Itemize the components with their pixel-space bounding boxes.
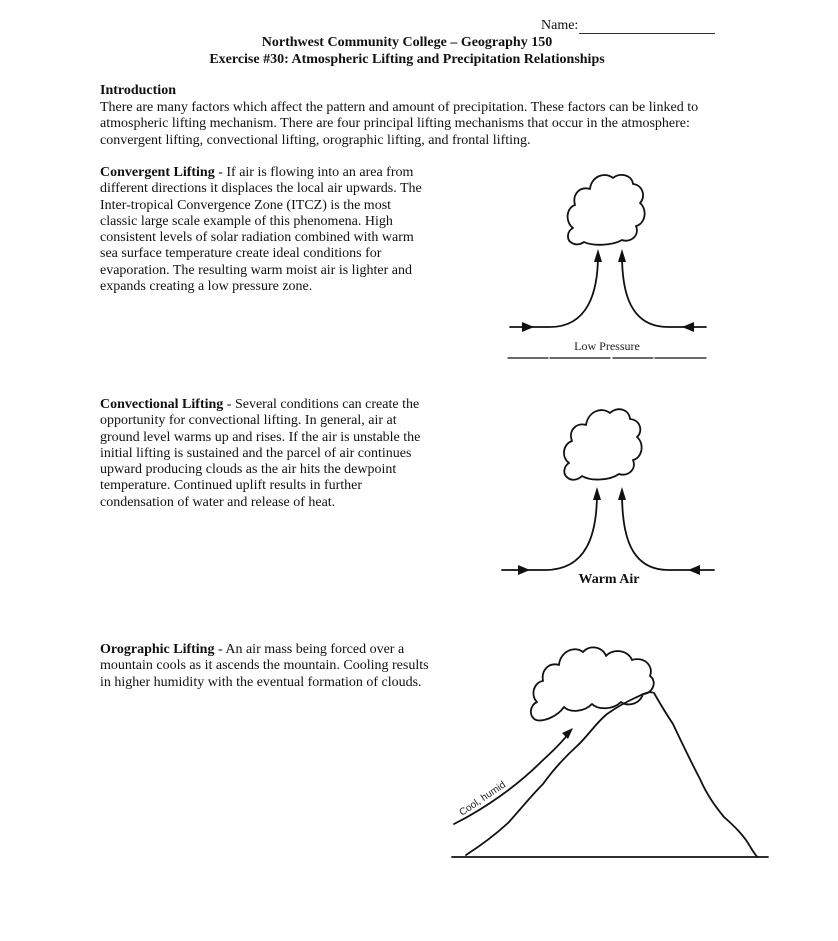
convectional-diagram	[502, 409, 714, 587]
name-label: Name:	[541, 18, 579, 33]
orographic-diagram	[452, 647, 768, 857]
orographic-text: - An air mass being forced over a mountain cools as it ascends the mountain. Cooling results in higher humidity with the eventual formation of clouds.	[100, 642, 429, 690]
low-pressure-label: Low Pressure	[574, 339, 640, 353]
convergent-text: - If air is flowing into an area from different directions it displaces the local air upwards. The Inter-tropical Convergence Zone (ITCZ) is the most classic large scale example of this phenomena. High consistent levels of solar radiation combined with warm sea surface temperature create ideal conditions for evaporation. The resulting warm moist air is lighter and expands creating a low pressure zone.	[100, 165, 422, 295]
exercise-title: Exercise #30: Atmospheric Lifting and Precipitation Relationships	[209, 52, 605, 67]
convergent-arrow-in-left	[522, 322, 534, 332]
orographic-title: Orographic Lifting	[100, 642, 215, 657]
introduction-text: There are many factors which affect the pattern and amount of precipitation. These factors can be linked to atmospheric lifting mechanism. There are four principal lifting mechanisms that occur in the atmosphere: convergent lifting, convectional lifting, orographic lifting, and frontal lifting.	[100, 100, 699, 148]
orographic-cloud-icon	[531, 647, 654, 720]
convergent-left-flow	[510, 255, 598, 327]
convectional-title: Convectional Lifting	[100, 397, 224, 412]
convergent-up-arrow-right	[618, 249, 626, 262]
convectional-up-arrow-left	[593, 487, 601, 500]
convectional-left-flow	[502, 493, 597, 570]
introduction-heading: Introduction	[100, 83, 176, 98]
warm-air-label: Warm Air	[578, 572, 640, 587]
convectional-arrow-in-right	[688, 565, 700, 575]
convergent-arrow-in-right	[682, 322, 694, 332]
convergent-up-arrow-left	[594, 249, 602, 262]
mountain-outline	[466, 692, 758, 857]
convectional-text: - Several conditions can create the opportunity for convectional lifting. In general, air at ground level warms up and rises. If the air is unstable the initial lifting is sustained and the parcel of air continues upward producing clouds as the air hits the dewpoint temperature. Continued uplift results in further condensation of water and release of heat.	[100, 397, 421, 510]
convergent-title: Convergent Lifting	[100, 165, 215, 180]
convergent-diagram	[508, 175, 706, 358]
convectional-right-flow	[622, 493, 714, 570]
airflow-arrowhead	[562, 728, 573, 739]
convergent-right-flow	[622, 255, 706, 327]
college-title: Northwest Community College – Geography 150	[261, 35, 553, 50]
convergent-cloud-icon	[568, 175, 645, 245]
convectional-cloud-icon	[564, 409, 642, 480]
convectional-up-arrow-right	[618, 487, 626, 500]
convectional-arrow-in-left	[518, 565, 530, 575]
cool-humid-label: Cool, humid	[457, 779, 508, 819]
